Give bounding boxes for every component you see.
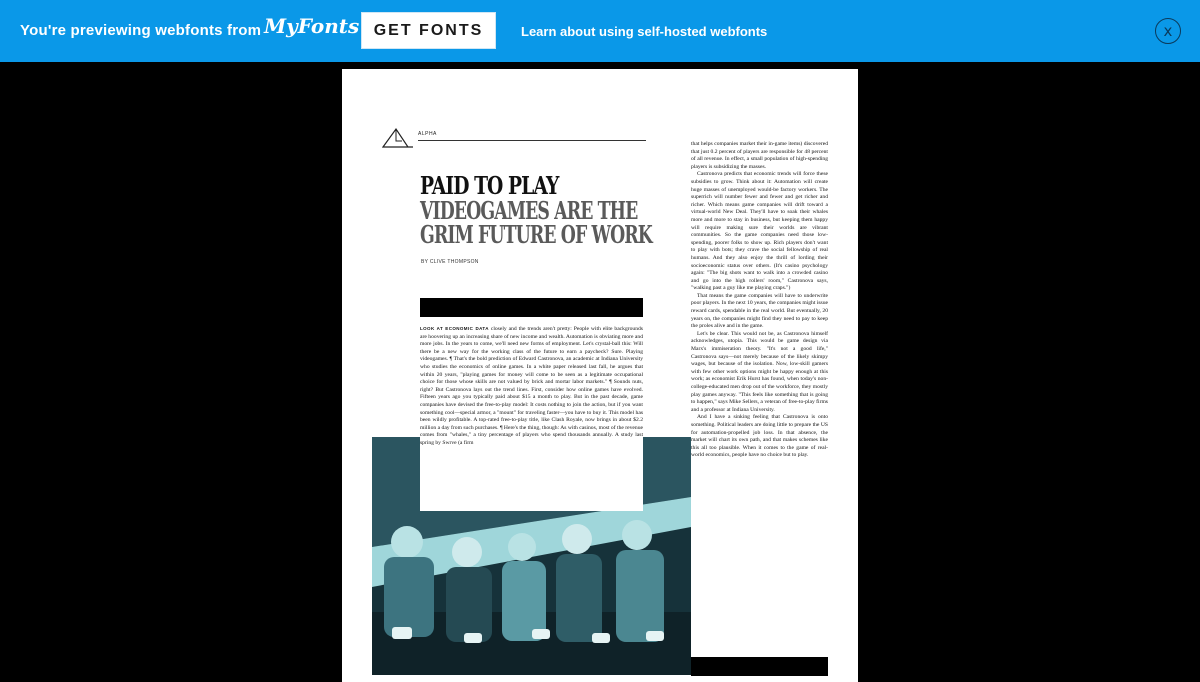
magazine-page (342, 69, 858, 682)
subheadline-line-2: GRIM FUTURE OF WORK (420, 220, 652, 249)
redaction-bar (691, 657, 828, 676)
paragraph: that helps companies market their in-game items) discovered that just 0.2 percent of players are responsible for 48 percent of all revenue. In effect, a small population of high-spending players is subsidizing the masses. (691, 141, 828, 170)
myfonts-logo[interactable]: MyFonts (264, 14, 360, 38)
column-1-text: closely and the trends aren't pretty: People with elite backgrounds are hoovering up an increasing share of new income and wealth. Automation is obviating more and more jobs. In the years to come, we'll need new forms of employment. Let's crystal-ball this: Will there be a new way for the working class of the future to earn a paycheck? Sure. Playing videogames. ¶ That's the bold prediction of Edward Castronova, an academic at Indiana University who studies the economics of online games. In a white paper released last fall, he argues that within 20 years, "playing games for money will come to be seen as a legitimate occupational choice for those whose skills are not valued by brick and mortar labor markets." ¶ Sounds nuts, right? But Castronova lays out the trend lines. First, consider how online games have evolved. Fifteen years ago you typically paid about $15 a month to play. But in the past decade, game companies have devised the free-to-play model: It costs nothing to join the action, but if you want something cool—special armor, a "mount" for traveling faster—you have to buy it. This model has been wildly profitable. A top-rated free-to-play title, like Clash Royale, now brings in about $2.2 million a day from such purchases. ¶ Here's the thing, though: As with casinos, most of the revenue comes from "whales," a tiny percentage of players who spend thousands annually. A study last spring by Swrve (a firm (420, 326, 643, 446)
webfont-preview-banner (0, 0, 1200, 62)
headline: PAID TO PLAY (420, 171, 559, 200)
paragraph: Castronova predicts that economic trends will force these subsidies to grow. Think about it: Automation will create huge masses of unemployed would-be factory workers. The superrich will number fewer and fewer and get richer and richer. Which means game companies will drift toward a virtual-world New Deal. They'll have to soak their whales more and more to stay in business, but keeping them happy will require making sure their worlds are vibrant communities. So the game companies need those low-spending, poorer folks to show up. Rich players don't want to play with bots; they crave the social fellowship of real humans. And they also enjoy the thrill of lording their socioeconomic status over others. (It's casino psychology again: "The big shots want to walk into a crowded casino and go into the high rollers' room," Castronova says, "walking past a guy like me playing craps.") (691, 171, 828, 292)
byline: BY CLIVE THOMPSON (421, 259, 479, 265)
header-rule (418, 140, 646, 141)
article-column-1 (420, 325, 643, 511)
paragraph: And I have a sinking feeling that Castronova is onto something. Political leaders are doing little to prepare the US for automation-propelled job loss. In that absence, the market will chart its own path, and that makes schemes like this all too plausible. When it comes to the game of real-world economics, people have no choice but to play. (691, 414, 828, 459)
close-icon[interactable]: x (1155, 18, 1181, 44)
article-column-2 (691, 141, 828, 653)
learn-self-hosted-link[interactable]: Learn about using self-hosted webfonts (521, 24, 768, 39)
paragraph: That means the game companies will have to underwrite poor players. In the next 10 years, the companies might issue reward cards, spendable in the real world. But eventually, 20 years on, the companies might find they need to pay to keep the proles alive and in the game. (691, 292, 828, 330)
subheadline-line-1: VIDEOGAMES ARE THE (420, 196, 638, 225)
section-label: ALPHA (418, 131, 437, 137)
section-mark-icon (382, 127, 414, 149)
lead-in: LOOK AT ECONOMIC DATA (420, 326, 489, 331)
get-fonts-button[interactable]: GET FONTS (361, 12, 496, 49)
paragraph: Let's be clear. This would not be, as Castronova himself acknowledges, utopia. This would be game design via Marx's immiseration theory. "It's not a good life," Castronova says—not merely because of the likely skimpy wages, but because of the isolation. Now, low-skill gamers with few other work options might be happy enough at this work; as economist Erik Hurst has found, when today's non-college-educated men drop out of the workforce, they mostly play games anyway. "This feels like something that is going to happen," says Mike Sellers, a veteran of free-to-play firms and a professor at Indiana University. (691, 330, 828, 413)
subheadline (420, 196, 652, 249)
redaction-bar (420, 298, 643, 317)
preview-notice: You're previewing webfonts from (20, 22, 262, 39)
